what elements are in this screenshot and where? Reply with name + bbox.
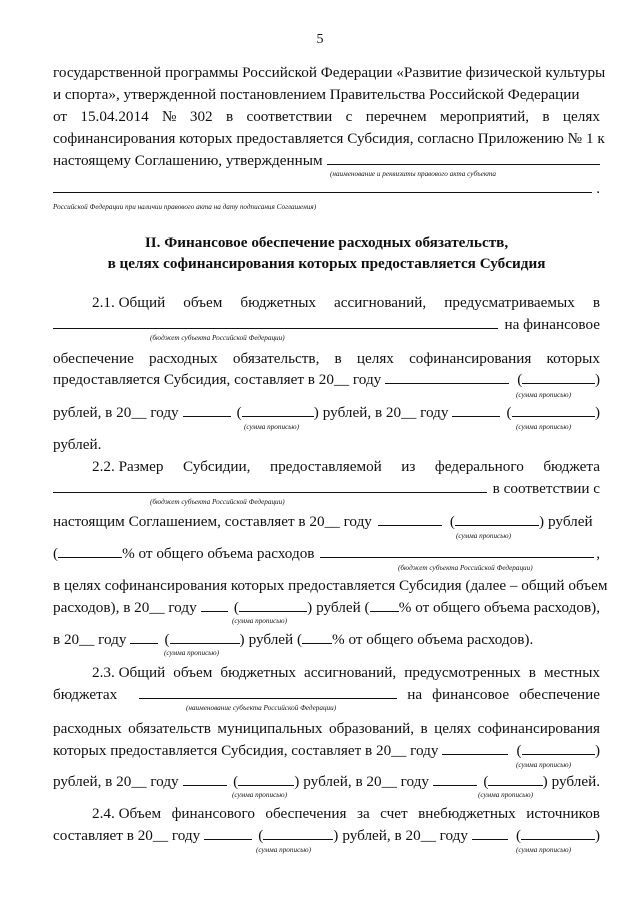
blank-field (170, 631, 240, 644)
blank-field (320, 545, 594, 558)
note-sum: (сумма прописью) (232, 617, 288, 625)
p24-line-2: составляет в 20__ году ( ) рублей, в 20__ году ( ) (53, 827, 600, 844)
blank-field (183, 773, 227, 786)
blank-field (53, 316, 498, 329)
blank-field (521, 827, 595, 840)
blank-field (378, 513, 442, 526)
section-heading-line-1: II. Финансовое обеспечение расходных обязательств, (144, 234, 509, 251)
note-sum: (сумма прописью) (456, 532, 512, 540)
note-sum: (сумма прописью) (232, 791, 288, 799)
page-number: 5 (316, 32, 324, 47)
note-sum: (сумма прописью) (516, 391, 572, 399)
blank-field (239, 599, 307, 612)
p21-line-1: 2.1. Общий объем бюджетных ассигнований, предусматриваемых в (92, 294, 600, 311)
blank-field (139, 686, 397, 699)
p21-line-6: рублей. (53, 436, 102, 453)
p23-line-5: рублей, в 20__ году ( ) рублей, в 20__ году ( ) рублей. (53, 773, 601, 790)
p23-line-2: бюджетах на финансовое обеспечение (53, 686, 600, 703)
intro-line-3: от 15.04.2014 № 302 в соответствии с перечнем мероприятий, в целях (53, 108, 600, 125)
blank-field (130, 631, 158, 644)
blank-field (53, 180, 592, 193)
note-legal-act: (наименование и реквизиты правового акта субъекта (330, 170, 496, 178)
p22-line-2: в соответствии с (53, 480, 600, 498)
note-budget: (бюджет субъекта Российской Федерации) (150, 498, 285, 506)
note-sum: (сумма прописью) (516, 846, 572, 854)
note-legal-act-2: Российской Федерации при наличии правового акта на дату подписания Соглашения) (53, 203, 317, 211)
p21-line-2: на финансовое (53, 316, 600, 334)
intro-line-6: . (53, 180, 600, 198)
blank-field (204, 827, 252, 840)
blank-field (242, 404, 314, 417)
blank-field (201, 599, 228, 612)
intro-line-2: и спорта», утвержденной постановлением Правительства Российской Федерации (53, 86, 580, 103)
p22-line-3: настоящим Соглашением, составляет в 20__ году ( ) рублей (53, 513, 593, 530)
p22-line-5: в целях софинансирования которых предоставляется Субсидия (далее – общий объем (53, 577, 608, 594)
blank-field (433, 773, 477, 786)
intro-line-4: софинансирования которых предоставляется Субсидия, согласно Приложению № 1 к (53, 130, 605, 147)
note-budget: (бюджет субъекта Российской Федерации) (150, 334, 285, 342)
note-sum: (сумма прописью) (244, 423, 300, 431)
note-budget: (бюджет субъекта Российской Федерации) (398, 564, 533, 572)
p23-line-4: которых предоставляется Субсидия, составляет в 20__ году ( ) (53, 742, 600, 759)
blank-field (522, 371, 595, 384)
blank-field (238, 773, 294, 786)
blank-field (522, 742, 595, 755)
p21-line-3: обеспечение расходных обязательств, в целях софинансирования которых (53, 350, 600, 367)
blank-field (442, 742, 508, 755)
blank-field (263, 827, 333, 840)
p22-line-6: расходов), в 20__ году ( ) рублей ( % от общего объема расходов), (53, 599, 600, 616)
blank-field (370, 599, 399, 612)
note-sum: (сумма прописью) (516, 761, 572, 769)
note-sum: (сумма прописью) (256, 846, 312, 854)
p22-line-7: в 20__ году ( ) рублей ( % от общего объема расходов). (53, 631, 534, 648)
p23-line-1: 2.3. Общий объем бюджетных ассигнований, предусмотренных в местных (92, 664, 600, 681)
blank-field (488, 773, 542, 786)
blank-field (472, 827, 508, 840)
note-subject: (наименование субъекта Российской Федерации) (186, 704, 337, 712)
blank-field (452, 404, 500, 417)
blank-field (58, 545, 122, 558)
blank-field (327, 152, 600, 165)
blank-field (512, 404, 595, 417)
note-sum: (сумма прописью) (164, 649, 220, 657)
p21-line-4: предоставляется Субсидия, составляет в 20__ году ( ) (53, 371, 600, 388)
intro-line-5: настоящему Соглашению, утвержденным (53, 152, 600, 170)
blank-field (53, 480, 487, 493)
section-heading-line-2: в целях софинансирования которых предоставляется Субсидия (107, 255, 546, 272)
note-sum: (сумма прописью) (516, 423, 572, 431)
p22-line-4: ( % от общего объема расходов , (53, 545, 600, 562)
p24-line-1: 2.4. Объем финансового обеспечения за счет внебюджетных источников (92, 805, 600, 822)
intro-line-1: государственной программы Российской Федерации «Развитие физической культуры (53, 64, 606, 81)
blank-field (183, 404, 231, 417)
p23-line-3: расходных обязательств муниципальных образований, в целях софинансирования (53, 720, 600, 737)
p21-line-5: рублей, в 20__ году ( ) рублей, в 20__ году ( ) (53, 404, 600, 421)
blank-field (385, 371, 509, 384)
p22-line-1: 2.2. Размер Субсидии, предоставляемой из федерального бюджета (92, 458, 600, 475)
blank-field (302, 631, 332, 644)
note-sum: (сумма прописью) (478, 791, 534, 799)
blank-field (455, 513, 539, 526)
